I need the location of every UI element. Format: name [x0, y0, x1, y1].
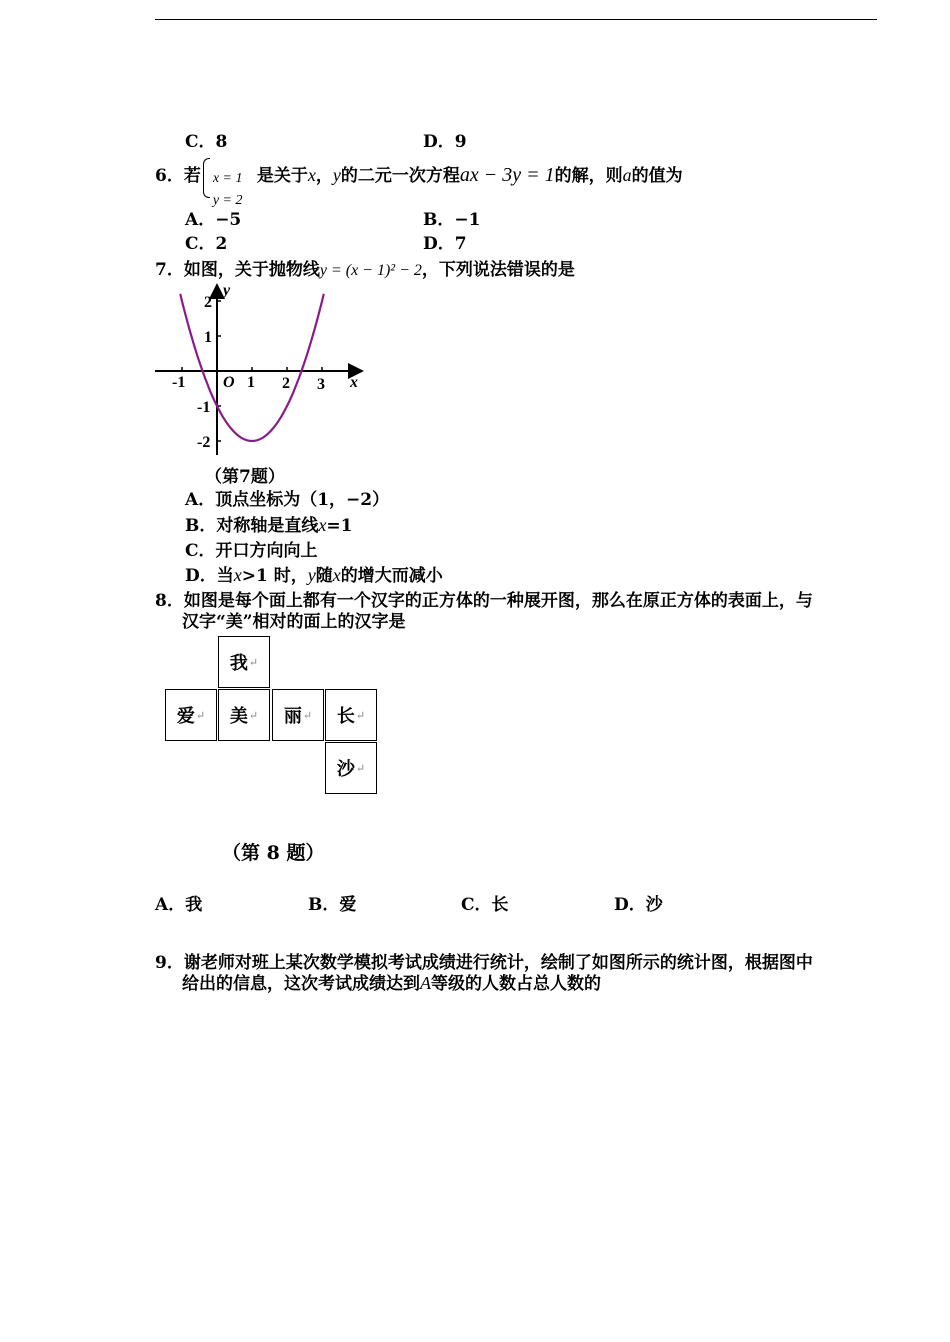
return-mark: ↵: [248, 708, 259, 722]
q7-option-c[interactable]: C．开口方向向上: [185, 541, 318, 561]
q6-text3: 的解，则: [554, 166, 623, 186]
q8-option-d[interactable]: D．沙: [614, 895, 663, 915]
q9-stem-line2: [182, 969, 601, 994]
cube-face-center: [218, 689, 270, 741]
q7-option-d-suffix: 的增大而减小: [340, 566, 443, 586]
q7-stem-prefix: 7．如图，关于抛物线: [155, 260, 320, 280]
origin-label: O: [223, 374, 235, 391]
x-tick-label: -1: [172, 374, 186, 391]
return-mark: ↵: [248, 655, 259, 669]
y-axis-label: y: [223, 283, 231, 299]
q6-text-end: 的值为: [631, 166, 683, 186]
q7-caption: （第7题）: [205, 467, 285, 487]
q6-var-a: a: [622, 165, 632, 185]
return-mark: ↵: [355, 708, 366, 722]
q7-option-b-suffix: =1: [326, 516, 353, 536]
q6-option-c[interactable]: C．2: [185, 234, 228, 254]
x-tick-label: 2: [282, 375, 290, 392]
x-tick-label: 3: [317, 376, 325, 393]
q8-stem-line2: 汉字“美”相对的面上的汉字是: [182, 612, 406, 632]
q9-stem-suffix: 等级的人数占总人数的: [431, 974, 601, 994]
y-tick-label: 2: [204, 294, 212, 311]
q6-option-b[interactable]: B．−1: [423, 210, 481, 230]
return-mark: ↵: [302, 708, 313, 722]
return-mark: ↵: [355, 761, 366, 775]
cube-face-right1: [272, 689, 324, 741]
q6-system-row2: y = 2: [212, 192, 243, 208]
q6-var-x: x: [307, 165, 316, 185]
q7-option-b[interactable]: [185, 511, 352, 536]
q6-sep: ，: [315, 166, 333, 186]
q5-option-c[interactable]: C．8: [185, 132, 228, 152]
q8-option-a[interactable]: A．我: [155, 895, 203, 915]
q8-option-b[interactable]: B．爱: [308, 895, 357, 915]
q8-stem-line1: 8．如图是每个面上都有一个汉字的正方体的一种展开图，那么在原正方体的表面上，与: [155, 591, 813, 611]
y-tick-label: -1: [197, 399, 211, 416]
face-char: 丽: [283, 706, 302, 727]
q8-caption: （第 8 题）: [222, 842, 325, 864]
q7-stem-suffix: ，下列说法错误的是: [421, 260, 575, 280]
q7-option-d-var: x: [233, 565, 242, 585]
cube-face-top: [218, 636, 270, 688]
q7-option-d-mid: >1 时，: [241, 566, 308, 586]
x-axis-label: x: [350, 374, 358, 391]
q7-option-d-text: D．当: [185, 566, 234, 586]
q6-text: 是关于: [256, 166, 308, 186]
return-mark: ↵: [195, 708, 206, 722]
face-char: 长: [336, 706, 355, 727]
cube-face-left: [165, 689, 217, 741]
q6-number: 6．若: [155, 166, 201, 186]
q6-text2: 的二元一次方程: [340, 166, 460, 186]
y-tick-label: -2: [197, 434, 211, 451]
q9-var-a: A: [420, 973, 431, 993]
header-rule: [155, 19, 877, 20]
q7-option-b-var: x: [318, 515, 327, 535]
q6-equation-system: [203, 156, 253, 208]
q6-stem: [155, 152, 683, 208]
q8-option-c[interactable]: C．长: [461, 895, 509, 915]
y-tick-label: 1: [204, 329, 212, 346]
q5-option-d[interactable]: D．9: [423, 132, 467, 152]
q7-parabola-graph: [150, 283, 370, 463]
face-char: 美: [229, 706, 248, 727]
q7-option-d-var2: y: [307, 565, 316, 585]
q6-var-y: y: [332, 165, 341, 185]
q6-option-d[interactable]: D．7: [423, 234, 467, 254]
x-tick-label: 1: [247, 374, 255, 391]
q6-option-a[interactable]: A．−5: [185, 210, 242, 230]
q6-equation: ax − 3y = 1: [459, 164, 555, 186]
q9-stem-line1: 9．谢老师对班上某次数学模拟考试成绩进行统计，绘制了如图所示的统计图，根据图中: [155, 953, 813, 973]
q7-option-d-mid2: 随: [315, 566, 333, 586]
q7-equation: y = (x − 1)² − 2: [319, 262, 422, 279]
face-char: 沙: [336, 759, 355, 780]
q7-option-b-text: B．对称轴是直线: [185, 516, 319, 536]
q7-option-a[interactable]: A．顶点坐标为（1，−2）: [185, 490, 390, 510]
q7-option-d-var3: x: [332, 565, 341, 585]
q7-stem: [155, 255, 575, 280]
q7-option-d[interactable]: [185, 561, 443, 586]
face-char: 我: [229, 653, 248, 674]
face-char: 爱: [176, 706, 195, 727]
cube-face-bottom: [325, 742, 377, 794]
q6-system-row1: x = 1: [212, 170, 243, 186]
q9-stem-text: 给出的信息，这次考试成绩达到: [182, 974, 420, 994]
cube-face-right2: [325, 689, 377, 741]
